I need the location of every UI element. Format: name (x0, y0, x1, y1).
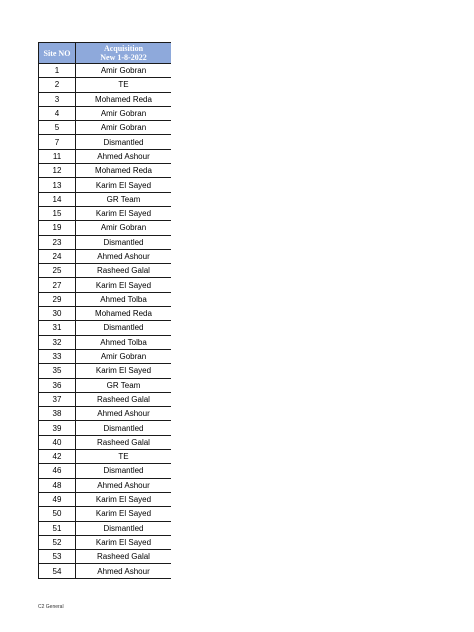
acquisition-name-cell: Rasheed Galal (76, 550, 172, 564)
acquisition-name-cell: Ahmed Tolba (76, 292, 172, 306)
table-row (39, 307, 172, 321)
table-row (39, 564, 172, 578)
table-row (39, 492, 172, 506)
header-acquisition-line1: Acquisition (103, 44, 144, 53)
header-acquisition (76, 43, 172, 64)
table-row (39, 364, 172, 378)
table-row (39, 278, 172, 292)
table-row (39, 92, 172, 106)
table-row (39, 407, 172, 421)
table-row (39, 349, 172, 363)
site-number-cell: 35 (39, 364, 76, 378)
site-number-cell: 49 (39, 492, 76, 506)
acquisition-name-cell: Karim El Sayed (76, 492, 172, 506)
table-row (39, 64, 172, 78)
site-number-cell: 51 (39, 521, 76, 535)
site-number-cell: 36 (39, 378, 76, 392)
site-number-cell: 7 (39, 135, 76, 149)
site-number-cell: 11 (39, 149, 76, 163)
table-row (39, 521, 172, 535)
site-number-cell: 13 (39, 178, 76, 192)
acquisition-name-cell: Ahmed Ashour (76, 564, 172, 578)
site-number-cell: 52 (39, 535, 76, 549)
acquisition-name-cell: Karim El Sayed (76, 178, 172, 192)
acquisition-name-cell: TE (76, 450, 172, 464)
acquisition-name-cell: Ahmed Ashour (76, 478, 172, 492)
acquisition-name-cell: Karim El Sayed (76, 206, 172, 220)
table-row (39, 435, 172, 449)
site-number-cell: 24 (39, 249, 76, 263)
site-number-cell: 15 (39, 206, 76, 220)
site-number-cell: 3 (39, 92, 76, 106)
table-row (39, 392, 172, 406)
acquisition-name-cell: Karim El Sayed (76, 364, 172, 378)
table-row (39, 478, 172, 492)
table-row (39, 535, 172, 549)
acquisition-name-cell: Amir Gobran (76, 121, 172, 135)
table-row (39, 121, 172, 135)
footer-label: C2 General (38, 604, 64, 610)
acquisition-name-cell: Dismantled (76, 464, 172, 478)
acquisition-name-cell: Amir Gobran (76, 64, 172, 78)
acquisition-name-cell: Rasheed Galal (76, 392, 172, 406)
acquisition-name-cell: Karim El Sayed (76, 535, 172, 549)
table-row (39, 321, 172, 335)
table-row (39, 206, 172, 220)
header-acquisition-line2: New 1-8-2022 (100, 53, 147, 62)
acquisition-name-cell: Amir Gobran (76, 349, 172, 363)
acquisition-name-cell: Dismantled (76, 421, 172, 435)
table-row (39, 164, 172, 178)
acquisition-name-cell: GR Team (76, 378, 172, 392)
site-number-cell: 27 (39, 278, 76, 292)
table-row (39, 149, 172, 163)
acquisition-table (38, 42, 171, 579)
acquisition-name-cell: Karim El Sayed (76, 507, 172, 521)
acquisition-name-cell: Ahmed Ashour (76, 407, 172, 421)
acquisition-name-cell: Mohamed Reda (76, 164, 172, 178)
acquisition-name-cell: Dismantled (76, 321, 172, 335)
table-row (39, 249, 172, 263)
site-number-cell: 29 (39, 292, 76, 306)
table-row (39, 264, 172, 278)
table-row (39, 106, 172, 120)
site-number-cell: 37 (39, 392, 76, 406)
table-row (39, 450, 172, 464)
site-number-cell: 19 (39, 221, 76, 235)
site-number-cell: 1 (39, 64, 76, 78)
site-number-cell: 2 (39, 78, 76, 92)
table-row (39, 421, 172, 435)
site-number-cell: 54 (39, 564, 76, 578)
acquisition-name-cell: Dismantled (76, 521, 172, 535)
table-row (39, 550, 172, 564)
acquisition-name-cell: Ahmed Ashour (76, 149, 172, 163)
site-number-cell: 12 (39, 164, 76, 178)
site-number-cell: 30 (39, 307, 76, 321)
table-row (39, 221, 172, 235)
site-number-cell: 31 (39, 321, 76, 335)
acquisition-name-cell: Karim El Sayed (76, 278, 172, 292)
table-row (39, 335, 172, 349)
acquisition-name-cell: TE (76, 78, 172, 92)
site-number-cell: 23 (39, 235, 76, 249)
table-row (39, 464, 172, 478)
acquisition-name-cell: GR Team (76, 192, 172, 206)
acquisition-name-cell: Dismantled (76, 135, 172, 149)
table-row (39, 78, 172, 92)
site-number-cell: 48 (39, 478, 76, 492)
site-number-cell: 38 (39, 407, 76, 421)
acquisition-name-cell: Rasheed Galal (76, 264, 172, 278)
site-number-cell: 25 (39, 264, 76, 278)
acquisition-name-cell: Ahmed Ashour (76, 249, 172, 263)
acquisition-name-cell: Mohamed Reda (76, 92, 172, 106)
site-number-cell: 46 (39, 464, 76, 478)
table-row (39, 378, 172, 392)
acquisition-name-cell: Amir Gobran (76, 106, 172, 120)
site-number-cell: 50 (39, 507, 76, 521)
table-row (39, 178, 172, 192)
table-row (39, 135, 172, 149)
site-number-cell: 14 (39, 192, 76, 206)
table-row (39, 507, 172, 521)
acquisition-name-cell: Rasheed Galal (76, 435, 172, 449)
table-header-row (39, 43, 172, 64)
acquisition-name-cell: Ahmed Tolba (76, 335, 172, 349)
site-number-cell: 5 (39, 121, 76, 135)
table-row (39, 235, 172, 249)
acquisition-name-cell: Amir Gobran (76, 221, 172, 235)
table-row (39, 192, 172, 206)
site-number-cell: 42 (39, 450, 76, 464)
site-number-cell: 40 (39, 435, 76, 449)
table-row (39, 292, 172, 306)
site-number-cell: 32 (39, 335, 76, 349)
table-body (39, 64, 172, 579)
site-number-cell: 33 (39, 349, 76, 363)
header-site-no: Site NO (39, 43, 76, 64)
acquisition-name-cell: Dismantled (76, 235, 172, 249)
site-number-cell: 4 (39, 106, 76, 120)
site-number-cell: 39 (39, 421, 76, 435)
acquisition-name-cell: Mohamed Reda (76, 307, 172, 321)
site-number-cell: 53 (39, 550, 76, 564)
